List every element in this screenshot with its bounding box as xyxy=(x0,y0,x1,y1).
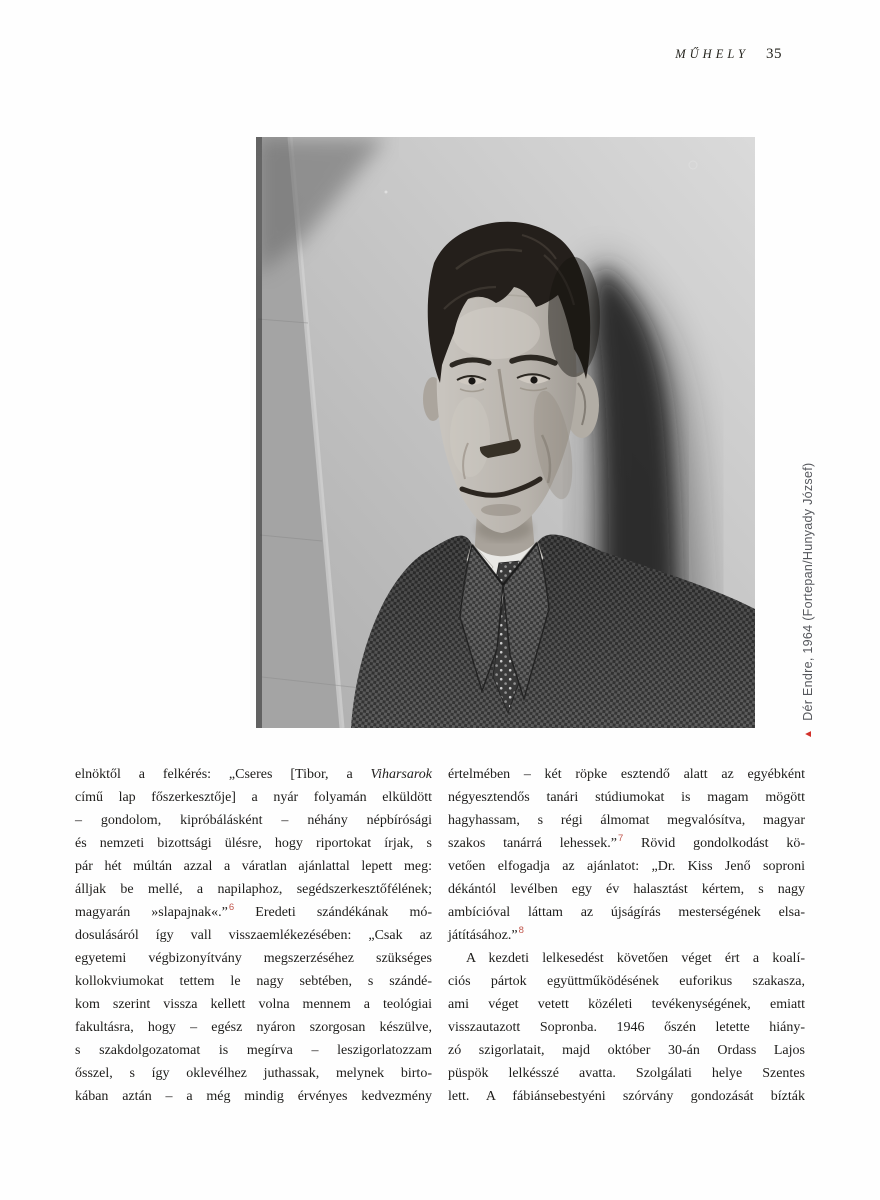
photo-caption xyxy=(801,463,815,739)
text-line: elnöktől a felkérés: „Cseres [Tibor, a Viharsarok xyxy=(75,767,432,782)
text-line: és nemzeti bizottsági ülésre, hogy riportokat írjak, s xyxy=(75,836,432,851)
text-line: kollokviumokat tettem le nagy sebtében, s szándé- xyxy=(75,974,432,989)
text-line: kom szerint vissza kellett volna mennem a teológiai xyxy=(75,997,432,1012)
text-line: ciós pártok együttműködésének euforikus szakasza, xyxy=(448,974,805,989)
text-line: zó szigorlatait, majd október 30-án Ordass Lajos xyxy=(448,1043,805,1058)
text-line: s szakdolgozatomat is megírva – leszigorlatozzam xyxy=(75,1043,432,1058)
page-number: 35 xyxy=(766,46,782,62)
text-line: magyarán »slapajnak«.”$^6$ Eredeti szándékának mó- xyxy=(75,902,432,920)
text-line: című lap főszerkesztője] a nyár folyamán elküldött xyxy=(75,790,432,805)
text-line: ősszel, s így oklevélhez juthassak, melynek birto- xyxy=(75,1066,432,1081)
running-head xyxy=(675,46,782,63)
portrait-photo-art xyxy=(256,137,755,728)
footnote-reference: 8 xyxy=(518,925,524,937)
text-line: dosulásáról így vall visszaemlékezésében: „Csak az xyxy=(75,928,432,943)
text-line: A kezdeti lelkesedést követően véget ért a koalí- xyxy=(466,951,805,966)
text-line: pár hét múltán azzal a váratlan ajánlattal lepett meg: xyxy=(75,859,432,874)
text-line: visszautazott Sopronba. 1946 őszén letette hiány- xyxy=(448,1020,805,1035)
text-line: értelmében – két röpke esztendő alatt az egyébként xyxy=(448,767,805,782)
portrait-photo xyxy=(256,137,755,728)
caption-triangle-icon: ▲ xyxy=(803,728,814,739)
caption-text: Dér Endre, 1964 (Fortepan/Hunyady József) xyxy=(801,462,815,721)
text-line: játításához.”$^8$ xyxy=(448,925,524,943)
text-line: szakos tanárrá lehessek.”$^7$ Rövid gondolkodást kö- xyxy=(448,833,805,851)
text-line: ami véget vetett közéleti tevékenységének, emiatt xyxy=(448,997,805,1012)
text-line: álljak be mellé, a napilaphoz, segédszerkesztőfélének; xyxy=(75,882,432,897)
text-line: – gondolom, kipróbálásként – néhány népbírósági xyxy=(75,813,432,828)
text-line: négyesztendős tanári stúdiumokat is magam mögött xyxy=(448,790,805,805)
photo-dust-dot xyxy=(385,191,388,194)
text-line: püspök lelkésszé avatta. Szolgálati helye Szentes xyxy=(448,1066,805,1081)
journal-title: MŰHELY xyxy=(675,47,749,61)
footnote-reference: 7 xyxy=(617,833,624,845)
text-line: lett. A fábiánsebestyéni szórvány gondozását bízták xyxy=(448,1089,805,1104)
text-line: kában aztán – a még mindig érvényes kedvezmény xyxy=(75,1089,432,1104)
text-line: vetően elfogadja az ajánlatot: „Dr. Kiss Jenő soproni xyxy=(448,859,805,874)
text-line: ambícióval láttam az újságírás mesterségének elsa- xyxy=(448,905,805,920)
text-line: fakultásra, hogy – egész nyáron szorgosan készülve, xyxy=(75,1020,432,1035)
text-line: egyetemi végbizonyítvány megszerzéséhez szükséges xyxy=(75,951,432,966)
body-text xyxy=(75,763,805,1108)
text-line: dékántól levélben egy év halasztást kértem, s nagy xyxy=(448,882,805,897)
footnote-reference: 6 xyxy=(228,902,235,914)
text-column-left xyxy=(75,763,432,1108)
text-line: hagyhassam, s régi álmomat megvalósítva, magyar xyxy=(448,813,805,828)
text-column-right xyxy=(448,763,805,1108)
